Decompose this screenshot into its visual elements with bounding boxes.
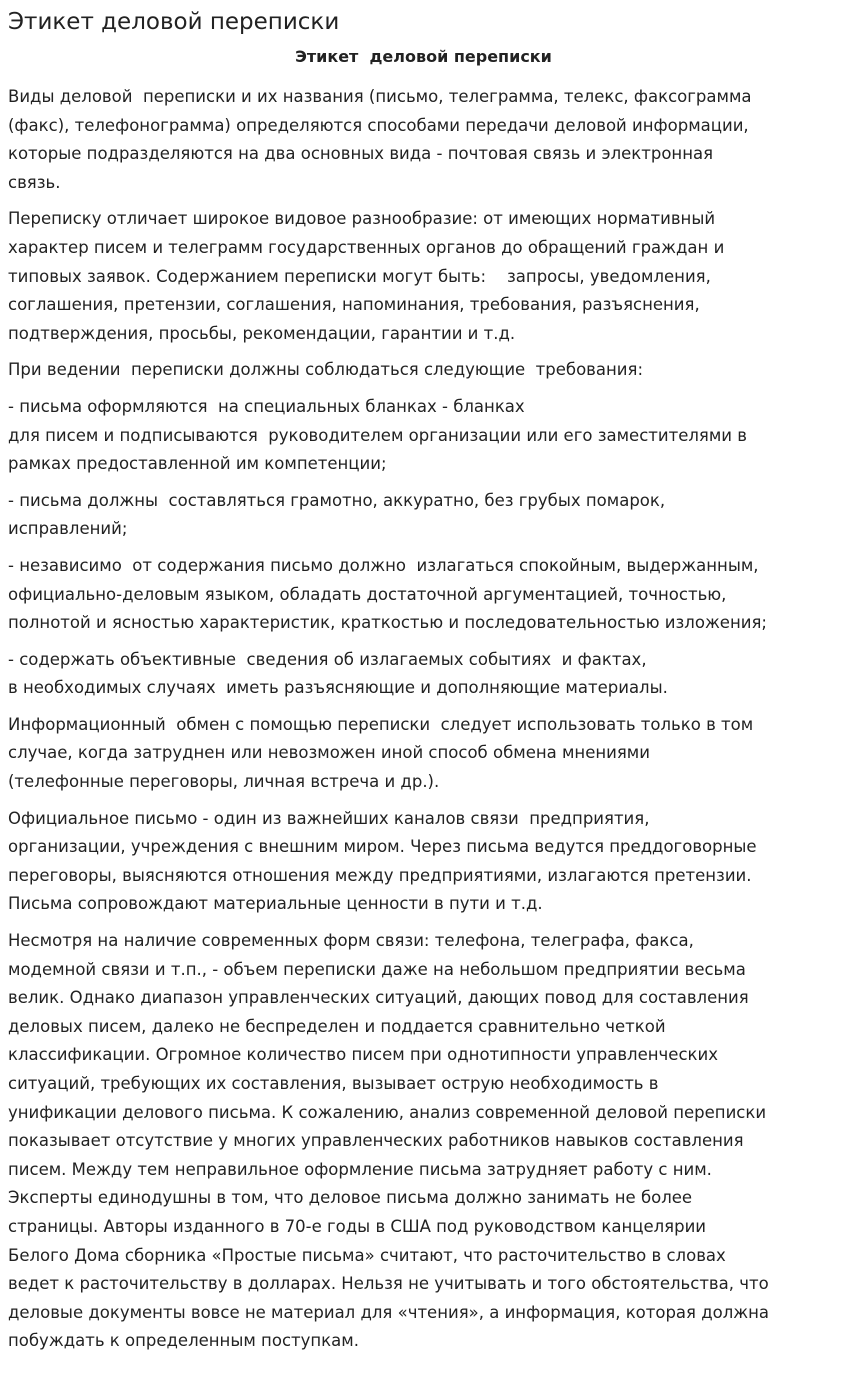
text-line: модемной связи и т.п., - объем переписки даже на небольшом предприятии весьма xyxy=(8,959,746,979)
text-line: Несмотря на наличие современных форм связи: телефона, телеграфа, факса, xyxy=(8,931,694,951)
text-line: писем. Между тем неправильное оформление письма затрудняет работу с ним. xyxy=(8,1159,712,1179)
text-line: исправлений; xyxy=(8,519,128,539)
text-line: Переписку отличает широкое видовое разнообразие: от имеющих нормативный xyxy=(8,209,716,229)
text-line: Виды деловой переписки и их названия (письмо, телеграмма, телекс, факсограмма xyxy=(8,87,752,106)
paragraph xyxy=(8,646,839,703)
paragraph xyxy=(8,205,839,348)
text-line: побуждать к определенным поступкам. xyxy=(8,1331,359,1351)
paragraph xyxy=(8,356,839,385)
text-line: унификации делового письма. К сожалению, анализ современной деловой переписки xyxy=(8,1102,767,1122)
paragraph xyxy=(8,711,839,797)
text-line: показывает отсутствие у многих управленческих работников навыков составления xyxy=(8,1131,744,1151)
text-line: рамках предоставленной им компетенции; xyxy=(8,454,387,474)
text-line: страницы. Авторы изданного в 70-е годы в США под руководством канцелярии xyxy=(8,1216,707,1236)
paragraph xyxy=(8,927,839,1356)
text-line: Официальное письмо - один из важнейших каналов связи предприятия, xyxy=(8,808,650,828)
text-line: классификации. Огромное количество писем при однотипности управленческих xyxy=(8,1045,718,1065)
text-line: ведет к расточительству в долларах. Нельзя не учитывать и того обстоятельства, что xyxy=(8,1274,769,1294)
text-line: - независимо от содержания письмо должно излагаться спокойным, выдержанным, xyxy=(8,555,759,575)
text-line: в необходимых случаях иметь разъясняющие и дополняющие материалы. xyxy=(8,678,668,698)
text-line: полнотой и ясностью характеристик, краткостью и последовательностью изложения; xyxy=(8,613,767,633)
text-line: типовых заявок. Содержанием переписки могут быть: запросы, уведомления, xyxy=(8,266,711,286)
text-line: Информационный обмен с помощью переписки следует использовать только в том xyxy=(8,714,754,734)
text-line: Письма сопровождают материальные ценности в пути и т.д. xyxy=(8,894,543,914)
text-line: (телефонные переговоры, личная встреча и др.). xyxy=(8,772,440,792)
text-line: переговоры, выясняются отношения между предприятиями, излагаются претензии. xyxy=(8,865,752,885)
text-line: - письма оформляются на специальных бланках - бланках xyxy=(8,396,525,416)
document-body xyxy=(8,83,839,1356)
text-line: деловые документы вовсе не материал для «чтения», а информация, которая должна xyxy=(8,1302,770,1322)
text-line: которые подразделяются на два основных вида - почтовая связь и электронная xyxy=(8,144,714,164)
paragraph xyxy=(8,487,839,544)
text-line: официально-деловым языком, обладать достаточной аргументацией, точностью, xyxy=(8,584,727,604)
paragraph xyxy=(8,552,839,638)
text-line: деловых писем, далеко не беспределен и поддается сравнительно четкой xyxy=(8,1016,666,1036)
text-line: организации, учреждения с внешним миром. Через письма ведутся преддоговорные xyxy=(8,837,757,857)
text-line: характер писем и телеграмм государственных органов до обращений граждан и xyxy=(8,237,725,257)
text-line: соглашения, претензии, соглашения, напоминания, требования, разъяснения, xyxy=(8,295,700,315)
paragraph xyxy=(8,83,839,197)
text-line: Белого Дома сборника «Простые письма» считают, что расточительство в словах xyxy=(8,1245,726,1265)
text-line: При ведении переписки должны соблюдаться следующие требования: xyxy=(8,360,644,380)
text-line: (факс), телефонограмма) определяются способами передачи деловой информации, xyxy=(8,115,749,135)
text-line: - содержать объективные сведения об излагаемых событиях и фактах, xyxy=(8,649,647,669)
text-line: для писем и подписываются руководителем организации или его заместителями в xyxy=(8,425,747,445)
text-line: - письма должны составляться грамотно, аккуратно, без грубых помарок, xyxy=(8,490,666,510)
text-line: Эксперты единодушны в том, что деловое письма должно занимать не более xyxy=(8,1188,693,1208)
page-title: Этикет деловой переписки xyxy=(8,9,340,35)
text-line: случае, когда затруднен или невозможен иной способ обмена мнениями xyxy=(8,743,650,763)
text-line: велик. Однако диапазон управленческих ситуаций, дающих повод для составления xyxy=(8,988,749,1008)
paragraph xyxy=(8,805,839,919)
paragraph xyxy=(8,393,839,479)
text-line: связь. xyxy=(8,172,61,192)
text-line: подтверждения, просьбы, рекомендации, гарантии и т.д. xyxy=(8,323,516,343)
text-line: ситуаций, требующих их составления, вызывает острую необходимость в xyxy=(8,1074,659,1093)
document-subtitle: Этикет деловой переписки xyxy=(295,47,552,66)
